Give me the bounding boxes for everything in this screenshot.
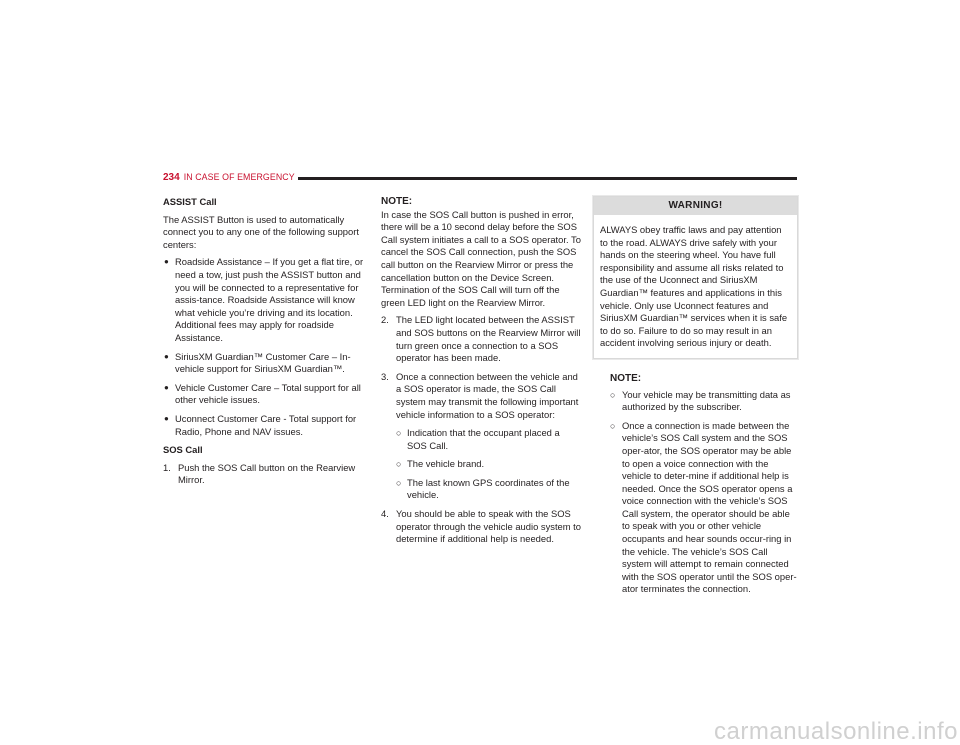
bullet-icon: ●: [164, 413, 169, 423]
note-bullets: [610, 389, 798, 597]
list-item-text: Vehicle Customer Care – Total support for all other vehicle issues.: [175, 381, 361, 406]
page-header: [163, 171, 797, 185]
support-centers-list: [163, 256, 365, 438]
list-item: [163, 256, 365, 344]
list-item-text: Your vehicle may be transmitting data as authorized by the subscriber.: [622, 388, 791, 413]
step-text: Once a connection between the vehicle and a SOS operator is made, the SOS Call system may transmit the following important vehicle information to a SOS operator:: [396, 370, 579, 420]
header-rule: [298, 177, 797, 180]
list-item: [163, 413, 365, 438]
warning-box: [593, 196, 798, 359]
step-item: [381, 508, 581, 546]
list-item-text: The vehicle brand.: [407, 458, 485, 470]
list-item-text: Indication that the occupant placed a SOS Call.: [407, 427, 560, 451]
list-item: [610, 389, 798, 414]
step-text: You should be able to speak with the SOS operator through the vehicle audio system to determine if additional help is needed.: [396, 508, 582, 545]
step-number: 1.: [163, 461, 171, 473]
step-item: [163, 462, 365, 487]
page-number: 234: [163, 172, 180, 183]
step-text: Push the SOS Call button on the Rearview Mirror.: [178, 461, 356, 486]
list-item: [163, 351, 365, 376]
list-item-text: SiriusXM Guardian™ Customer Care – In-vehicle support for SiriusXM Guardian™.: [175, 350, 351, 375]
list-item: [163, 382, 365, 407]
bullet-icon: ●: [164, 257, 169, 267]
list-item: [610, 420, 798, 596]
list-item-text: The last known GPS coordinates of the vehicle.: [407, 476, 570, 501]
hollow-circle-icon: ○: [396, 428, 402, 439]
column-right: [593, 196, 798, 602]
list-item-text: Roadside Assistance – If you get a flat tire, or need a tow, just push the ASSIST button and you will be connected to a representative for assis-tance. Roadside Assistance will know what vehicle you’re driving and its location. Additional fees may apply for roadside Assistance.: [175, 256, 364, 343]
hollow-circle-icon: ○: [610, 389, 616, 400]
hollow-circle-icon: ○: [610, 420, 616, 431]
step-number: 4.: [381, 508, 389, 520]
note-label: NOTE:: [381, 196, 413, 207]
note-label: NOTE:: [610, 372, 642, 384]
hollow-circle-icon: ○: [396, 477, 402, 488]
bullet-icon: ●: [164, 351, 169, 361]
assist-call-heading: ASSIST Call: [163, 196, 217, 207]
watermark: carmanualsonline.info: [714, 718, 958, 745]
hollow-circle-icon: ○: [396, 459, 402, 470]
list-item-text: Once a connection is made between the vehicle’s SOS Call system and the SOS oper-ator, the SOS operator may be able to open a voice connection with the vehicle to deter-mine if additional help is needed. Once the SOS operator opens a voice connection with the vehicle’s SOS Call system, the operator should be able to speak with you or other vehicle occupants and hear sounds occur-ring in the vehicle. The vehicle’s SOS Call system will attempt to remain connected with the SOS operator until the SOS oper-ator terminates the connection.: [622, 419, 797, 595]
sos-steps-continued: [381, 314, 581, 546]
assist-intro: The ASSIST Button is used to automatically connect you to any one of the following support centers:: [163, 213, 359, 250]
warning-text: ALWAYS obey traffic laws and pay attention to the road. ALWAYS drive safely with your hands on the steering wheel. You have full responsibility and assume all risks related to the use of the Uconnect and SiriusXM Guardian™ features and applications in this vehicle. Only use Uconnect features and SiriusXM Guardian™ services when it is safe to do so. Failure to do so may result in an accident involving serious injury or death.: [600, 224, 788, 349]
step-number: 3.: [381, 370, 389, 382]
column-middle: [381, 196, 581, 552]
note-text: In case the SOS Call button is pushed in error, there will be a 10 second delay before the SOS Call system initiates a call to a SOS operator. To cancel the SOS Call connection, push the SOS call button on the Rearview Mirror or press the cancellation button on the Device Screen. Termination of the SOS Call will turn off the green LED light on the Rearview Mirror.: [381, 208, 581, 308]
step-text: The LED light located between the ASSIST and SOS buttons on the Rearview Mirror will turn green once a connection to a SOS operator has been made.: [396, 314, 581, 364]
sos-steps-list: [163, 462, 365, 487]
warning-label: WARNING!: [594, 197, 797, 215]
list-item: [396, 477, 581, 502]
section-title: IN CASE OF EMERGENCY: [183, 172, 295, 182]
sos-call-heading: SOS Call: [163, 444, 203, 456]
column-left: [163, 196, 365, 493]
step-item: [381, 371, 581, 502]
list-item: [396, 427, 581, 452]
transmitted-info-list: [396, 427, 581, 502]
list-item: [396, 458, 581, 471]
step-number: 2.: [381, 314, 389, 326]
bullet-icon: ●: [164, 382, 169, 392]
step-item: [381, 314, 581, 364]
list-item-text: Uconnect Customer Care - Total support for Radio, Phone and NAV issues.: [175, 412, 357, 437]
note-block: [593, 373, 798, 596]
